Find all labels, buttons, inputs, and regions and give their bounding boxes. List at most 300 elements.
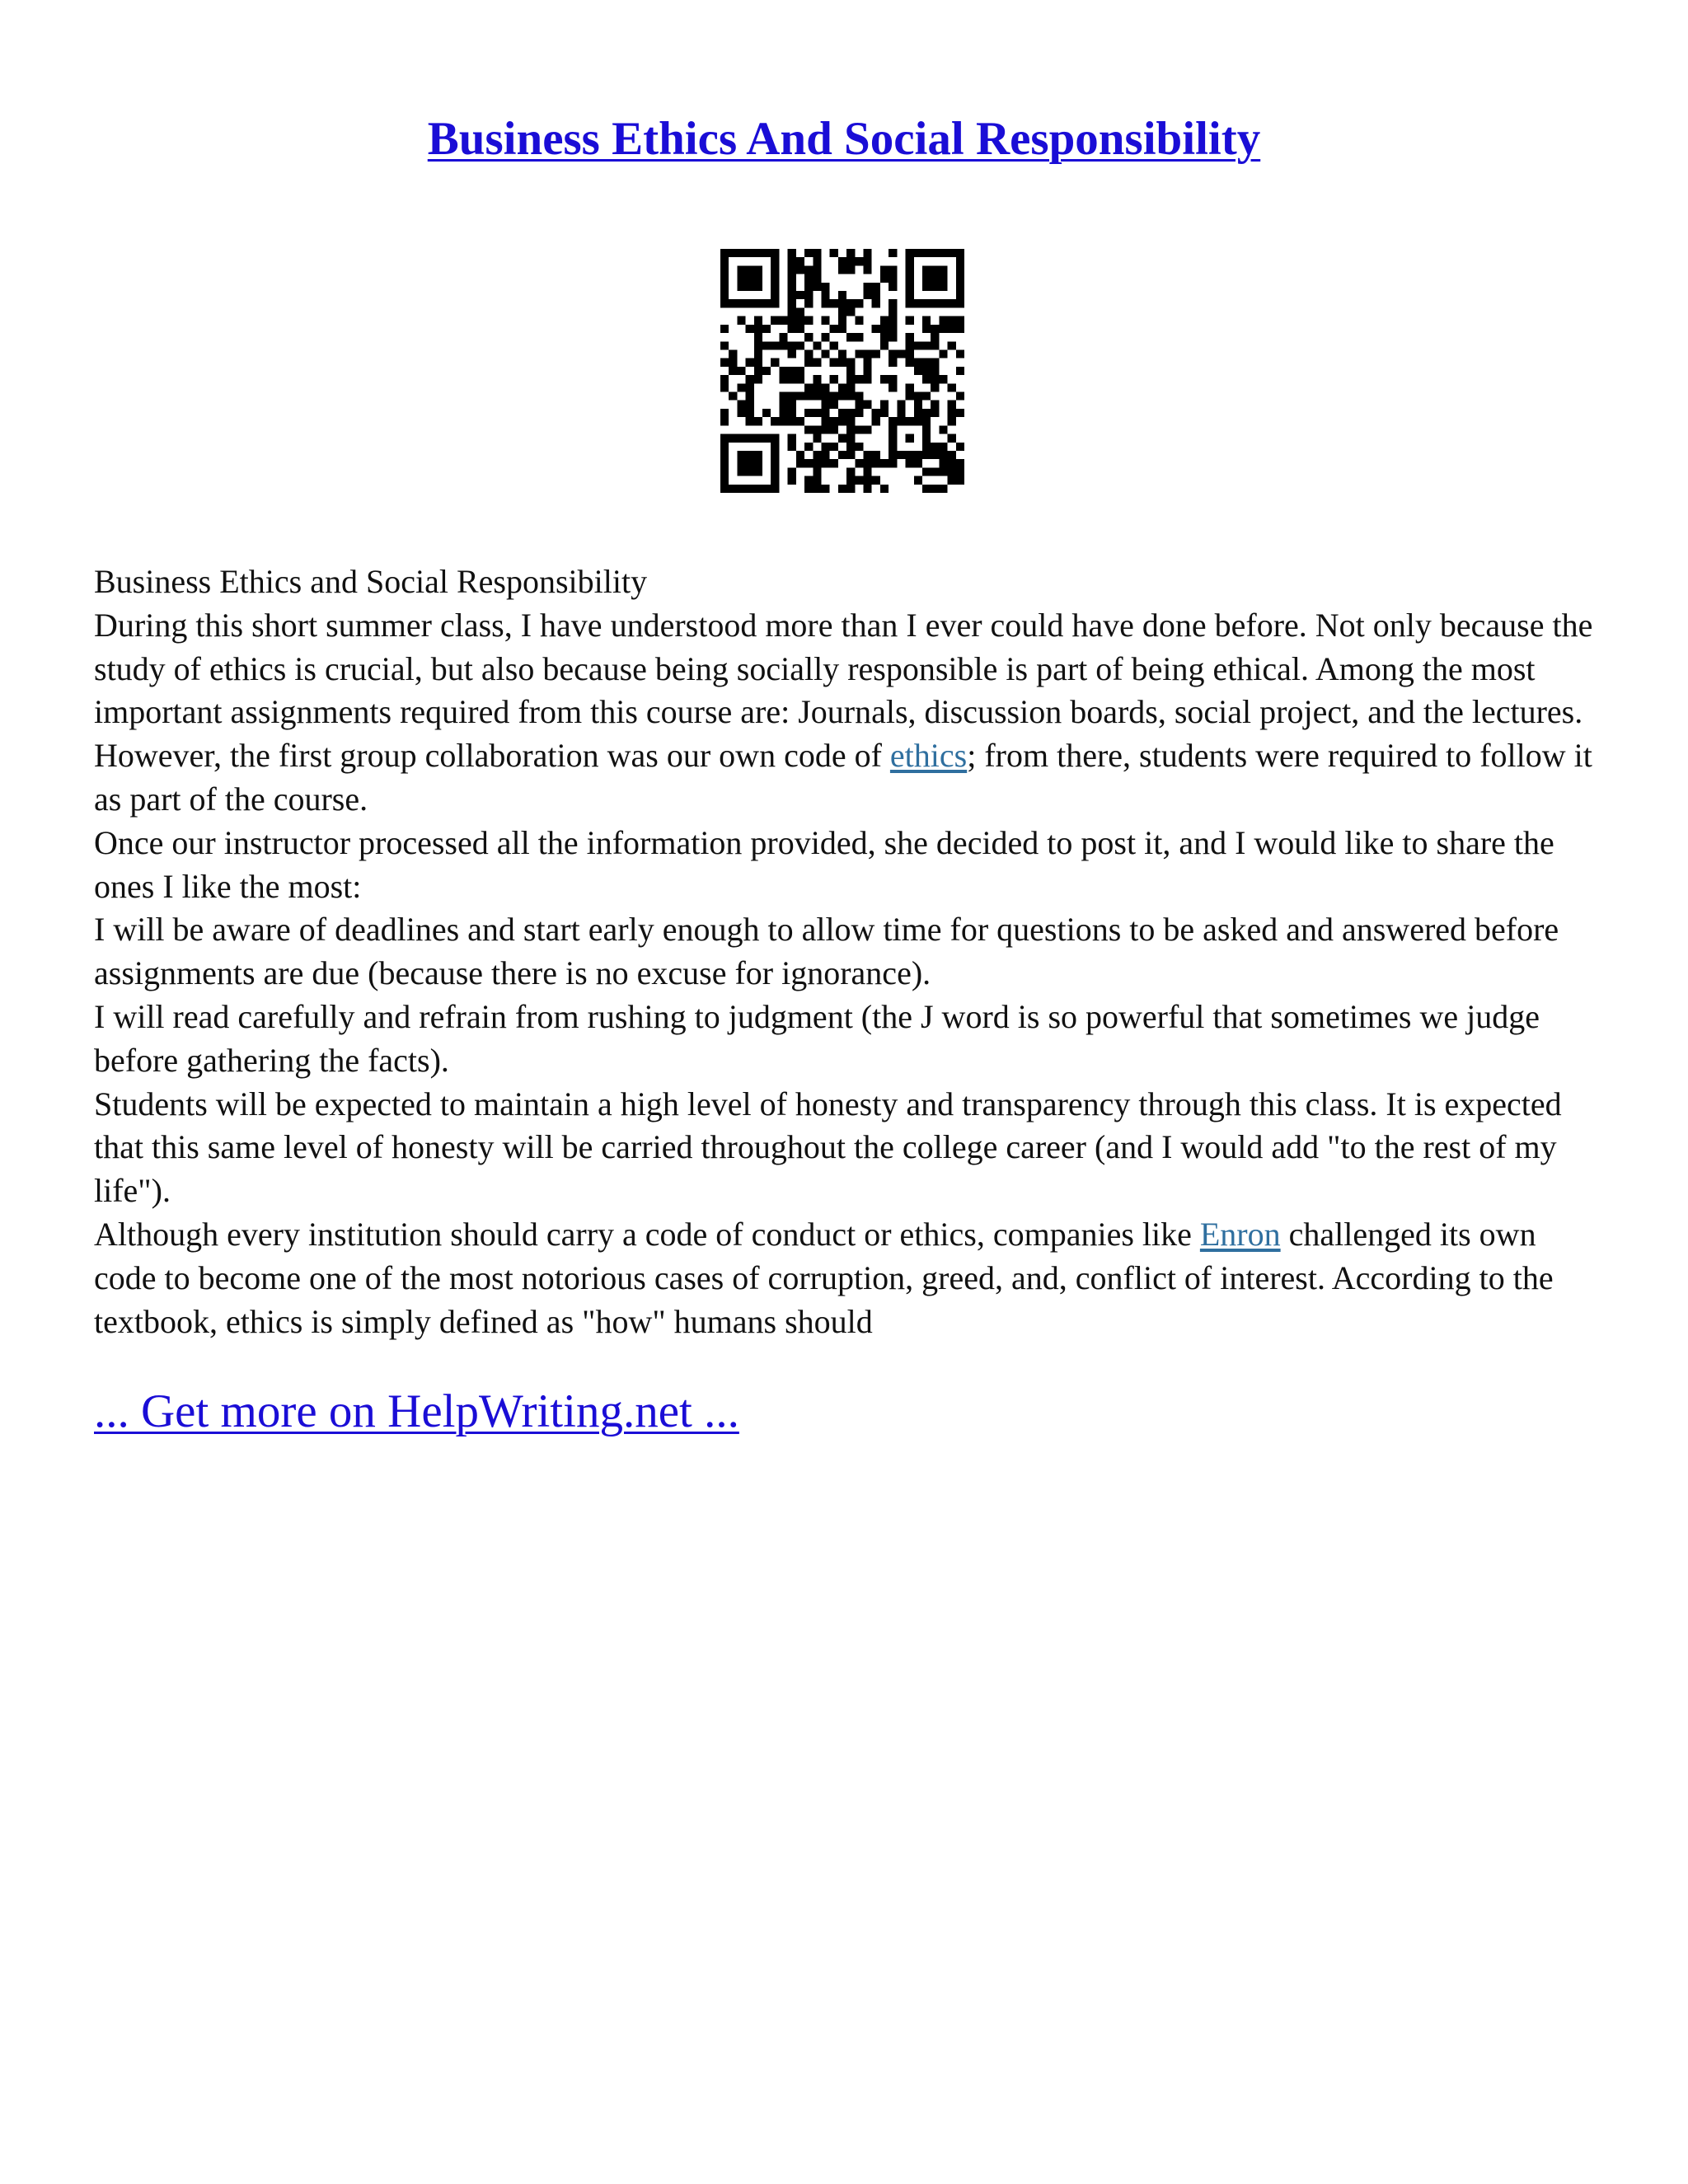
qr-module (889, 307, 897, 316)
qr-module (838, 316, 846, 325)
qr-module (830, 401, 838, 409)
qr-module (864, 467, 872, 476)
paragraph-1-start: During this short summer class, I have understood more than I ever could have done before. Not only because the study of ethics is crucial, but also because being socially responsible is part of being ethical. Among the most important assignments required from this course are: Journals, discussion boards, social project, and the lectures. However, the first group collaboration was our own code of (94, 606, 1593, 775)
qr-module (729, 434, 737, 443)
qr-module (804, 409, 813, 417)
qr-module (788, 274, 796, 283)
qr-module (855, 409, 863, 417)
qr-module (880, 485, 889, 493)
qr-module (720, 375, 729, 383)
qr-module (821, 291, 829, 299)
qr-module (939, 349, 947, 358)
qr-module (906, 451, 914, 459)
qr-module (804, 443, 813, 451)
qr-module (906, 257, 914, 265)
qr-module (864, 249, 872, 257)
qr-module (864, 375, 872, 383)
qr-module (906, 434, 914, 443)
qr-module (914, 392, 922, 401)
qr-module (872, 451, 880, 459)
article-heading: Business Ethics and Social Responsibility (94, 563, 648, 600)
qr-module (746, 325, 754, 333)
qr-module (804, 383, 813, 391)
qr-module (855, 443, 863, 451)
qr-module (931, 383, 939, 391)
qr-module (931, 485, 939, 493)
qr-module (872, 325, 880, 333)
qr-module (754, 274, 762, 283)
qr-module (864, 459, 872, 467)
qr-module (897, 417, 905, 425)
qr-module (838, 409, 846, 417)
qr-module (746, 485, 754, 493)
qr-module (931, 341, 939, 349)
qr-module (762, 485, 771, 493)
qr-module (838, 257, 846, 265)
qr-module (855, 459, 863, 467)
qr-module (846, 265, 855, 274)
qr-module (838, 299, 846, 307)
qr-module (737, 316, 745, 325)
qr-module (889, 451, 897, 459)
qr-module (948, 299, 956, 307)
qr-module (788, 316, 796, 325)
qr-module (922, 249, 931, 257)
qr-code-graphic (720, 249, 964, 493)
title-link[interactable]: Business Ethics And Social Responsibility (427, 113, 1261, 165)
qr-module (771, 417, 779, 425)
qr-module (737, 249, 745, 257)
qr-module (754, 333, 762, 341)
qr-module (804, 316, 813, 325)
qr-module (830, 325, 838, 333)
qr-module (830, 425, 838, 434)
qr-module (830, 417, 838, 425)
qr-module (846, 383, 855, 391)
qr-module (746, 467, 754, 476)
qr-module (821, 283, 829, 291)
qr-module (838, 485, 846, 493)
qr-module (754, 283, 762, 291)
qr-module (846, 485, 855, 493)
qr-module (855, 257, 863, 265)
qr-module (737, 367, 745, 375)
qr-module (804, 249, 813, 257)
qr-module (804, 274, 813, 283)
qr-module (931, 443, 939, 451)
qr-module (771, 485, 779, 493)
qr-module (906, 349, 914, 358)
qr-module (846, 333, 855, 341)
qr-module (779, 409, 787, 417)
qr-module (889, 325, 897, 333)
qr-module (720, 359, 729, 367)
qr-module (889, 299, 897, 307)
qr-module (846, 451, 855, 459)
qr-module (880, 459, 889, 467)
ethics-link[interactable]: ethics (889, 737, 968, 775)
qr-module (830, 359, 838, 367)
qr-module (813, 409, 821, 417)
qr-module (846, 257, 855, 265)
qr-module (746, 265, 754, 274)
article-body (94, 560, 1602, 1343)
qr-module (872, 283, 880, 291)
qr-module (914, 367, 922, 375)
qr-module (754, 459, 762, 467)
qr-module (737, 485, 745, 493)
qr-module (939, 451, 947, 459)
qr-module (754, 375, 762, 383)
qr-module (746, 299, 754, 307)
qr-module (779, 316, 787, 325)
qr-module (864, 283, 872, 291)
qr-module (762, 249, 771, 257)
qr-module (821, 383, 829, 391)
qr-module (762, 325, 771, 333)
qr-module (906, 333, 914, 341)
qr-module (931, 249, 939, 257)
qr-module (889, 316, 897, 325)
qr-module (788, 409, 796, 417)
qr-module (813, 283, 821, 291)
qr-module (914, 401, 922, 409)
qr-module (956, 392, 964, 401)
qr-module (864, 291, 872, 299)
qr-module (922, 485, 931, 493)
qr-module (779, 417, 787, 425)
qr-module (864, 349, 872, 358)
qr-module (788, 291, 796, 299)
qr-module (880, 333, 889, 341)
qr-module (788, 299, 796, 307)
qr-module (720, 299, 729, 307)
qr-module (771, 443, 779, 451)
qr-module (779, 367, 787, 375)
qr-module (838, 291, 846, 299)
qr-module (956, 299, 964, 307)
qr-module (813, 257, 821, 265)
qr-module (779, 341, 787, 349)
qr-module (771, 249, 779, 257)
get-more-link[interactable]: ... Get more on HelpWriting.net ... (94, 1385, 739, 1437)
qr-module (796, 325, 804, 333)
qr-module (889, 425, 897, 434)
qr-module (897, 401, 905, 409)
qr-module (746, 409, 754, 417)
qr-module (788, 401, 796, 409)
paragraph-1 (94, 604, 1602, 822)
qr-module (914, 359, 922, 367)
qr-module (830, 375, 838, 383)
qr-module (813, 451, 821, 459)
qr-module (813, 434, 821, 443)
qr-module (846, 375, 855, 383)
qr-module (914, 249, 922, 257)
qr-module (821, 401, 829, 409)
qr-module (754, 451, 762, 459)
qr-module (813, 459, 821, 467)
qr-module (880, 409, 889, 417)
page-title (0, 114, 1688, 166)
qr-module (746, 451, 754, 459)
qr-module (821, 459, 829, 467)
qr-module (804, 291, 813, 299)
qr-module (788, 307, 796, 316)
qr-module (956, 265, 964, 274)
qr-module (804, 299, 813, 307)
qr-module (720, 434, 729, 443)
qr-module (855, 299, 863, 307)
qr-module (737, 459, 745, 467)
qr-module (771, 476, 779, 485)
enron-link[interactable]: Enron (1199, 1215, 1281, 1253)
qr-module (889, 274, 897, 283)
qr-module (864, 485, 872, 493)
qr-module (956, 325, 964, 333)
qr-module (754, 249, 762, 257)
qr-module (788, 375, 796, 383)
qr-module (872, 349, 880, 358)
qr-module (720, 265, 729, 274)
qr-module (948, 451, 956, 459)
qr-module (906, 249, 914, 257)
qr-module (956, 409, 964, 417)
qr-module (872, 299, 880, 307)
qr-module (931, 274, 939, 283)
qr-module (771, 467, 779, 476)
qr-module (754, 349, 762, 358)
qr-module (813, 274, 821, 283)
qr-module (864, 359, 872, 367)
qr-module (796, 375, 804, 383)
qr-module (813, 425, 821, 434)
qr-module (838, 265, 846, 274)
qr-module (922, 392, 931, 401)
qr-module (771, 283, 779, 291)
qr-module (956, 274, 964, 283)
qr-module (956, 467, 964, 476)
qr-module (830, 299, 838, 307)
qr-module (939, 425, 947, 434)
get-more-paragraph (94, 1386, 739, 1438)
qr-module (838, 383, 846, 391)
qr-module (796, 291, 804, 299)
qr-module (796, 307, 804, 316)
qr-module (720, 476, 729, 485)
paragraph-1-end: ; from there, students were required to follow it as part of the course. (94, 737, 1592, 818)
paragraph-6-end: challenged its own code to become one of the most notorious cases of corruption, greed, and, conflict of interest. According to the textbook, ethics is simply defined as "how" humans should (94, 1215, 1554, 1340)
qr-module (956, 349, 964, 358)
qr-module (846, 367, 855, 375)
qr-module (771, 291, 779, 299)
qr-module (948, 459, 956, 467)
qr-module (804, 459, 813, 467)
qr-module (737, 274, 745, 283)
qr-module (922, 359, 931, 367)
qr-module (948, 325, 956, 333)
qr-module (821, 349, 829, 358)
qr-module (948, 417, 956, 425)
qr-module (914, 451, 922, 459)
qr-module (737, 383, 745, 391)
qr-module (939, 443, 947, 451)
qr-module (754, 316, 762, 325)
qr-module (939, 316, 947, 325)
qr-module (754, 485, 762, 493)
qr-module (864, 476, 872, 485)
qr-module (906, 274, 914, 283)
qr-module (889, 283, 897, 291)
qr-module (880, 316, 889, 325)
qr-module (746, 392, 754, 401)
qr-module (931, 299, 939, 307)
qr-module (788, 349, 796, 358)
qr-module (956, 291, 964, 299)
qr-module (872, 417, 880, 425)
qr-module (838, 434, 846, 443)
qr-module (846, 249, 855, 257)
paragraph-4: I will read carefully and refrain from rushing to judgment (the J word is so powerful that sometimes we judge before gathering the facts). (94, 997, 1540, 1079)
qr-module (922, 443, 931, 451)
qr-module (720, 409, 729, 417)
qr-module (872, 459, 880, 467)
qr-module (956, 249, 964, 257)
qr-module (796, 417, 804, 425)
qr-module (729, 392, 737, 401)
qr-module (838, 359, 846, 367)
qr-module (922, 417, 931, 425)
qr-module (720, 257, 729, 265)
qr-module (922, 425, 931, 434)
qr-module (872, 409, 880, 417)
qr-module (720, 451, 729, 459)
qr-module (948, 383, 956, 391)
qr-module (720, 467, 729, 476)
qr-module (737, 467, 745, 476)
qr-module (754, 467, 762, 476)
qr-module (737, 401, 745, 409)
qr-module (788, 257, 796, 265)
qr-module (931, 283, 939, 291)
qr-module (922, 325, 931, 333)
qr-module (922, 367, 931, 375)
qr-module (914, 341, 922, 349)
qr-module (889, 375, 897, 383)
qr-module (771, 274, 779, 283)
qr-module (830, 443, 838, 451)
qr-module (804, 349, 813, 358)
qr-module (754, 367, 762, 375)
qr-module (906, 299, 914, 307)
qr-module (804, 476, 813, 485)
qr-module (931, 325, 939, 333)
qr-module (796, 459, 804, 467)
qr-module (746, 401, 754, 409)
qr-module (880, 401, 889, 409)
qr-module (771, 434, 779, 443)
qr-module (855, 476, 863, 485)
qr-module (846, 392, 855, 401)
qr-module (737, 409, 745, 417)
qr-module (939, 467, 947, 476)
qr-module (838, 417, 846, 425)
qr-module (939, 265, 947, 274)
qr-module (939, 485, 947, 493)
qr-module (931, 375, 939, 383)
qr-module (872, 476, 880, 485)
qr-module (813, 249, 821, 257)
qr-module (864, 451, 872, 459)
qr-module (779, 333, 787, 341)
qr-module (846, 443, 855, 451)
qr-module (813, 341, 821, 349)
qr-module (813, 375, 821, 383)
qr-module (914, 476, 922, 485)
qr-module (796, 392, 804, 401)
qr-module (846, 299, 855, 307)
qr-module (846, 434, 855, 443)
qr-module (771, 341, 779, 349)
qr-module (931, 359, 939, 367)
qr-module (864, 257, 872, 265)
qr-module (956, 476, 964, 485)
qr-module (914, 459, 922, 467)
paragraph-2: Once our instructor processed all the information provided, she decided to post it, and I would like to share the ones I like the most: (94, 823, 1554, 905)
qr-module (889, 333, 897, 341)
qr-module (821, 299, 829, 307)
qr-module (804, 283, 813, 291)
qr-module (889, 383, 897, 391)
qr-module (754, 417, 762, 425)
qr-module (821, 485, 829, 493)
qr-module (889, 443, 897, 451)
qr-module (948, 341, 956, 349)
qr-module (956, 443, 964, 451)
qr-module (720, 325, 729, 333)
qr-module (846, 409, 855, 417)
qr-module (771, 459, 779, 467)
qr-module (948, 434, 956, 443)
qr-module (771, 299, 779, 307)
qr-module (821, 409, 829, 417)
qr-module (830, 392, 838, 401)
qr-module (720, 341, 729, 349)
qr-module (864, 367, 872, 375)
qr-module (804, 485, 813, 493)
qr-module (939, 299, 947, 307)
qr-module (880, 265, 889, 274)
qr-module (855, 401, 863, 409)
qr-module (922, 467, 931, 476)
qr-module (846, 467, 855, 476)
qr-module (906, 316, 914, 325)
qr-module (737, 299, 745, 307)
qr-module (939, 459, 947, 467)
qr-module (906, 291, 914, 299)
qr-module (939, 375, 947, 383)
qr-module (864, 401, 872, 409)
qr-module (914, 299, 922, 307)
qr-module (931, 333, 939, 341)
qr-module (746, 383, 754, 391)
qr-module (720, 417, 729, 425)
qr-module (788, 265, 796, 274)
qr-module (720, 485, 729, 493)
qr-module (948, 249, 956, 257)
qr-module (804, 425, 813, 434)
qr-module (956, 459, 964, 467)
